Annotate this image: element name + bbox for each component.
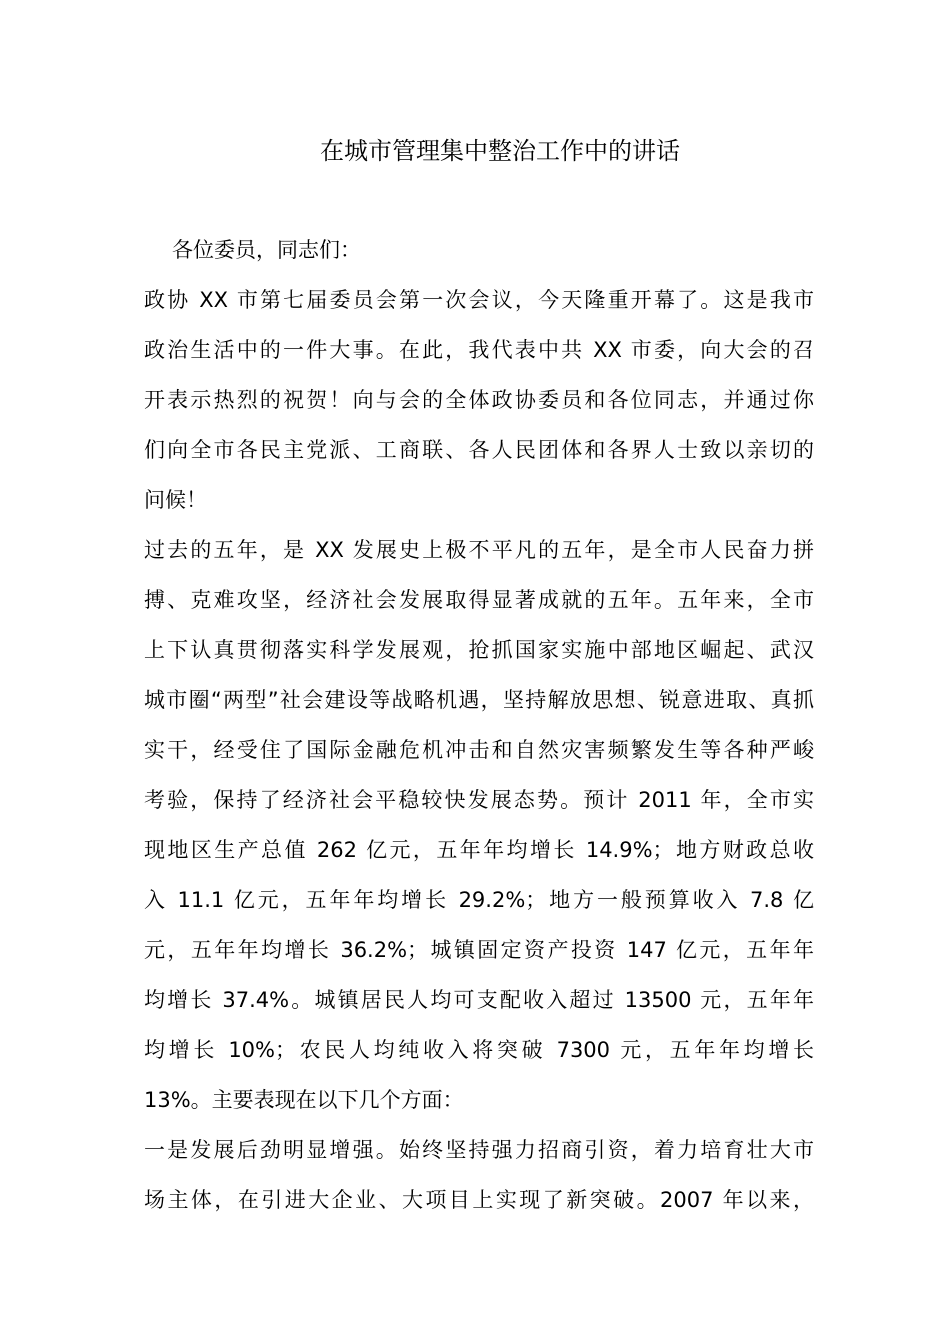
text-line: 场主体，在引进大企业、大项目上实现了新突破。2007 年以来， bbox=[144, 1188, 814, 1212]
salutation: 各位委员，同志们： bbox=[172, 238, 361, 262]
text-line: 均增长 10%；农民人均纯收入将突破 7300 元，五年年均增长 bbox=[144, 1038, 814, 1062]
text-line: 政治生活中的一件大事。在此，我代表中共 XX 市委，向大会的召 bbox=[144, 338, 814, 362]
text-line: 城市圈“两型”社会建设等战略机遇，坚持解放思想、锐意进取、真抓 bbox=[144, 688, 814, 712]
text-line: 上下认真贯彻落实科学发展观，抢抓国家实施中部地区崛起、武汉 bbox=[144, 638, 814, 662]
text-line: 实干，经受住了国际金融危机冲击和自然灾害频繁发生等各种严峻 bbox=[144, 738, 814, 762]
text-line: 搏、克难攻坚，经济社会发展取得显著成就的五年。五年来，全市 bbox=[144, 588, 814, 612]
text-line: 现地区生产总值 262 亿元，五年年均增长 14.9%；地方财政总收 bbox=[144, 838, 814, 862]
document-title: 在城市管理集中整治工作中的讲话 bbox=[320, 137, 680, 165]
text-line: 开表示热烈的祝贺！向与会的全体政协委员和各位同志，并通过你 bbox=[144, 388, 814, 412]
text-line: 入 11.1 亿元，五年年均增长 29.2%；地方一般预算收入 7.8 亿 bbox=[144, 888, 814, 912]
text-line: 过去的五年，是 XX 发展史上极不平凡的五年，是全市人民奋力拼 bbox=[144, 538, 814, 562]
text-line: 13%。主要表现在以下几个方面： bbox=[144, 1088, 464, 1112]
text-line: 均增长 37.4%。城镇居民人均可支配收入超过 13500 元，五年年 bbox=[144, 988, 814, 1012]
text-line: 问候！ bbox=[144, 488, 207, 512]
body-text bbox=[144, 282, 814, 1232]
text-line: 元，五年年均增长 36.2%；城镇固定资产投资 147 亿元，五年年 bbox=[144, 938, 814, 962]
text-line: 们向全市各民主党派、工商联、各人民团体和各界人士致以亲切的 bbox=[144, 438, 814, 462]
text-line: 政协 XX 市第七届委员会第一次会议，今天隆重开幕了。这是我市 bbox=[144, 288, 814, 312]
text-line: 一是发展后劲明显增强。始终坚持强力招商引资，着力培育壮大市 bbox=[144, 1138, 814, 1162]
text-line: 考验，保持了经济社会平稳较快发展态势。预计 2011 年，全市实 bbox=[144, 788, 814, 812]
